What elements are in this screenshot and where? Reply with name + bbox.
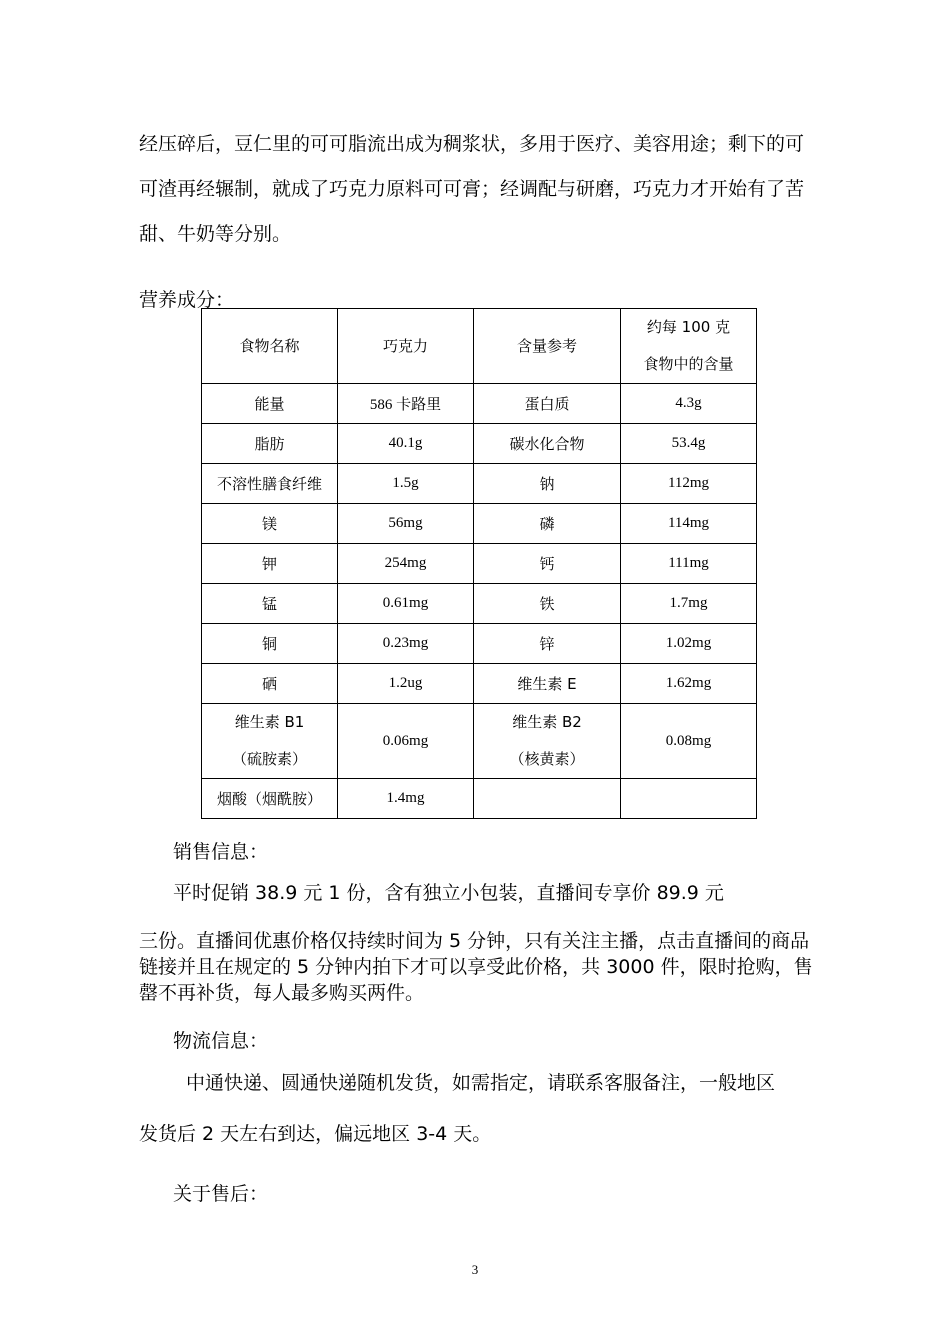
nutrient-value: 4.3g [621,384,757,424]
nutrient-name: 磷 [474,504,621,544]
nutrient-name: 能量 [202,384,338,424]
nutrient-name-b2 [474,704,621,779]
nutrient-name-b1-line1: 维生素 B1 [234,713,305,731]
nutrient-name: 钙 [474,544,621,584]
nutrient-value: 0.23mg [338,624,474,664]
nutrient-value: 1.02mg [621,624,757,664]
nutrient-value: 1.5g [338,464,474,504]
sales-paragraph: 三份。直播间优惠价格仅持续时间为 5 分钟，只有关注主播，点击直播间的商品链接并且在规定的 5 分钟内拍下才可以享受此价格，共 3000 件，限时抢购，售罄不再补货，每人最多购买两件。 [139,930,813,1004]
nutrient-name-b2-line2: （核黄素） [509,750,585,768]
nutrient-value: 1.4mg [338,779,474,819]
table-row [202,504,757,544]
header-per-100g-line2: 食物中的含量 [643,355,734,373]
table-row-vitamins [202,704,757,779]
table-row [202,584,757,624]
nutrient-name: 铁 [474,584,621,624]
table-row [202,624,757,664]
page-number: 3 [471,1262,479,1277]
nutrient-name-b2-line1: 维生素 B2 [512,713,582,731]
header-per-100g [621,309,757,384]
nutrient-name: 锰 [202,584,338,624]
nutrient-name: 钠 [474,464,621,504]
table-row [202,664,757,704]
nutrient-name: 蛋白质 [474,384,621,424]
logistics-first-line: 中通快递、圆通快递随机发货，如需指定，请联系客服备注，一般地区 [186,1072,776,1094]
nutrient-value: 1.7mg [621,584,757,624]
nutrient-value: 1.62mg [621,664,757,704]
nutrient-name: 维生素 E [474,664,621,704]
header-food-name: 食物名称 [202,309,338,384]
logistics-heading: 物流信息： [173,1030,269,1052]
table-row [202,384,757,424]
nutrition-table [201,308,757,819]
nutrient-value: 0.06mg [338,704,474,779]
nutrient-value: 114mg [621,504,757,544]
table-row [202,464,757,504]
nutrient-name: 铜 [202,624,338,664]
logistics-paragraph: 发货后 2 天左右到达，偏远地区 3-4 天。 [139,1123,492,1145]
table-row [202,424,757,464]
nutrition-heading: 营养成分： [139,289,235,311]
sales-first-line: 平时促销 38.9 元 1 份，含有独立小包装，直播间专享价 89.9 元 [173,882,724,904]
nutrient-name: 碳水化合物 [474,424,621,464]
nutrient-value: 586 卡路里 [338,384,474,424]
nutrient-value: 53.4g [621,424,757,464]
sales-heading: 销售信息： [173,841,269,863]
nutrient-value: 56mg [338,504,474,544]
nutrient-value: 0.61mg [338,584,474,624]
empty-cell [474,779,621,819]
nutrient-value: 112mg [621,464,757,504]
nutrient-value: 0.08mg [621,704,757,779]
empty-cell [621,779,757,819]
nutrient-name: 镁 [202,504,338,544]
nutrient-value: 40.1g [338,424,474,464]
nutrient-name: 烟酸（烟酰胺） [202,779,338,819]
nutrient-name: 不溶性膳食纤维 [202,464,338,504]
nutrient-name: 锌 [474,624,621,664]
table-header-row [202,309,757,384]
nutrient-name: 脂肪 [202,424,338,464]
aftersale-heading: 关于售后： [173,1183,269,1205]
nutrient-value: 1.2ug [338,664,474,704]
nutrient-value: 254mg [338,544,474,584]
nutrient-value: 111mg [621,544,757,584]
nutrient-name: 钾 [202,544,338,584]
table-row [202,779,757,819]
table-row [202,544,757,584]
header-chocolate: 巧克力 [338,309,474,384]
header-reference: 含量参考 [474,309,621,384]
nutrient-name-b1-line2: （硫胺素） [231,750,307,768]
intro-paragraph: 经压碎后，豆仁里的可可脂流出成为稠浆状，多用于医疗、美容用途；剩下的可可渣再经辗制，就成了巧克力原料可可膏；经调配与研磨，巧克力才开始有了苦甜、牛奶等分别。 [139,133,805,245]
nutrient-name: 硒 [202,664,338,704]
nutrient-name-b1 [202,704,338,779]
header-per-100g-line1: 约每 100 克 [646,318,731,336]
